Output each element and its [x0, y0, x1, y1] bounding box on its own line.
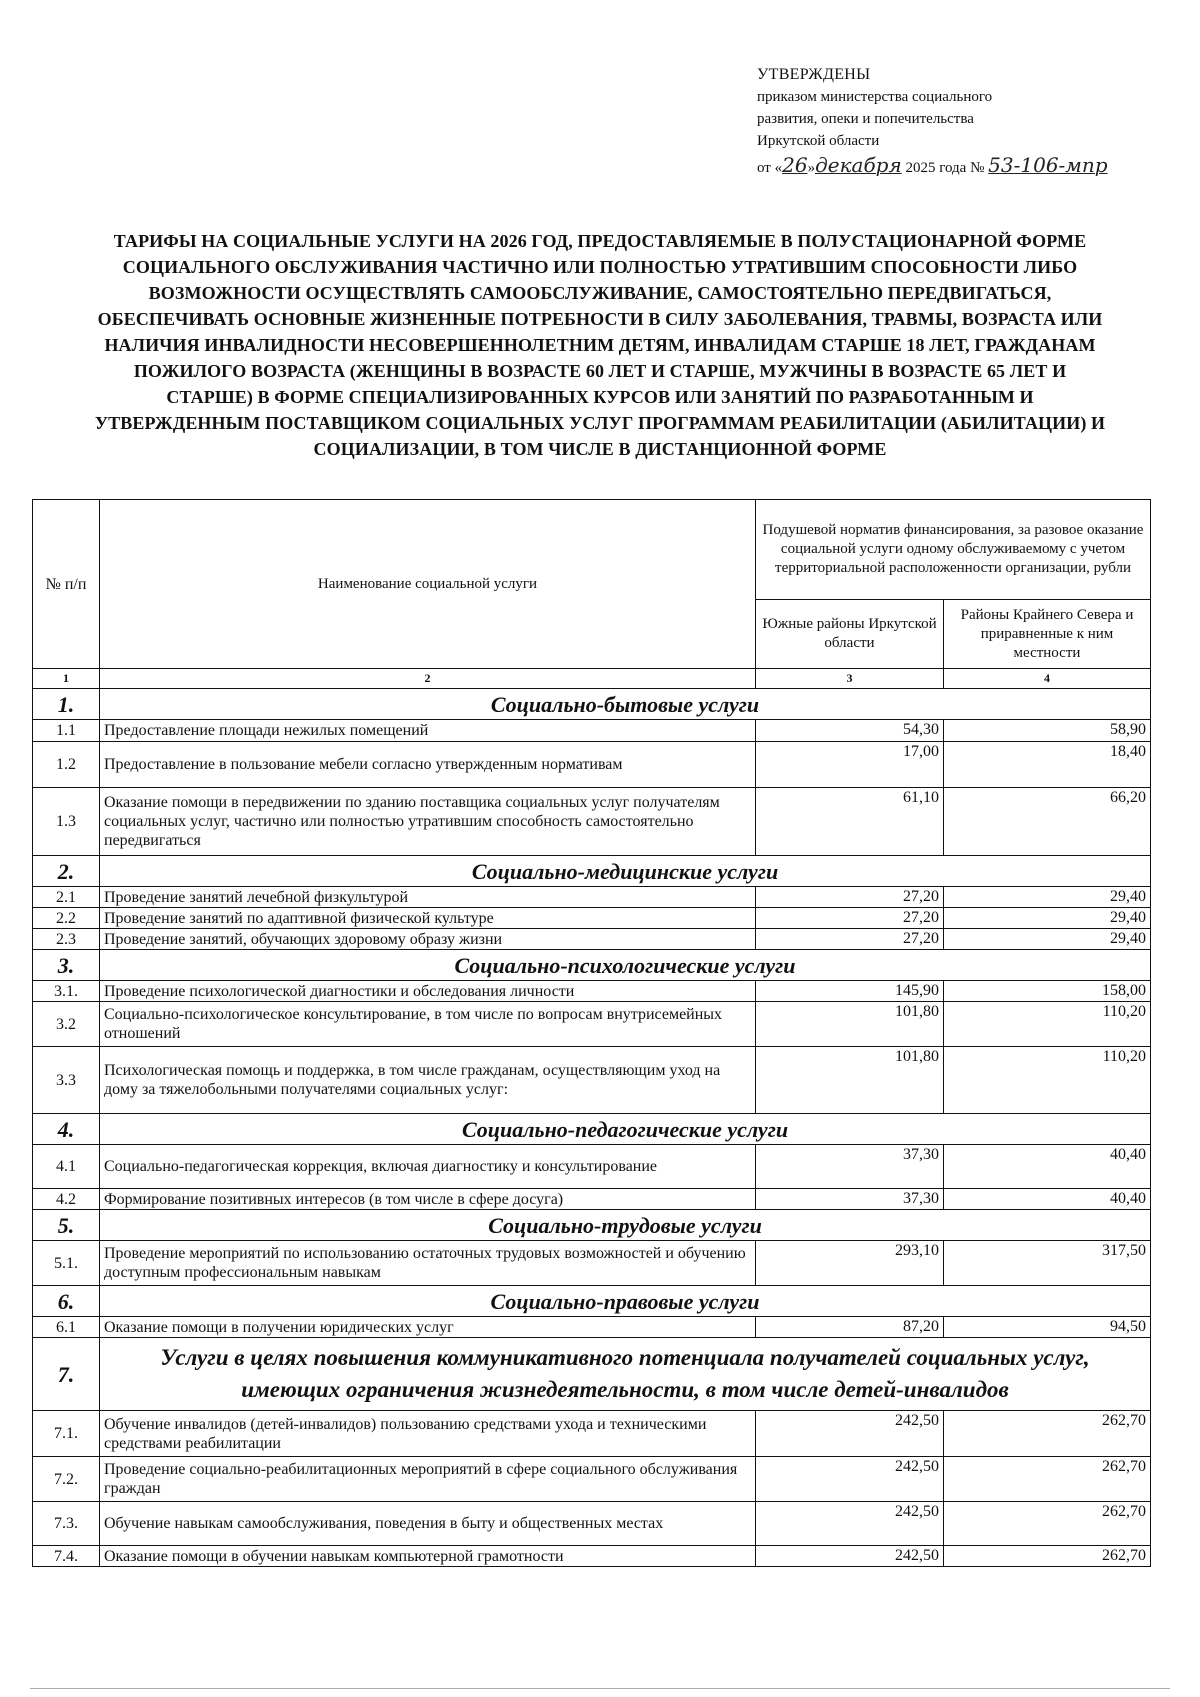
service-name: Обучение навыкам самообслуживания, поведения в быту и общественных местах: [100, 1502, 756, 1546]
title-line: ВОЗМОЖНОСТИ ОСУЩЕСТВЛЯТЬ САМООБСЛУЖИВАНИЕ, САМОСТОЯТЕЛЬНО ПЕРЕДВИГАТЬСЯ,: [148, 283, 1052, 303]
row-number: 1.2: [33, 742, 100, 788]
tariff-north: 262,70: [944, 1457, 1151, 1502]
row-number: 2.2: [33, 908, 100, 929]
row-number: 4.1: [33, 1145, 100, 1189]
handwritten-order-number: 53-106-мпр: [988, 153, 1108, 177]
tariff-north: 262,70: [944, 1411, 1151, 1457]
approval-heading: УТВЕРЖДЕНЫ: [757, 66, 871, 83]
title-line: СОЦИАЛИЗАЦИИ, В ТОМ ЧИСЛЕ В ДИСТАНЦИОННОЙ ФОРМЕ: [313, 439, 887, 459]
service-name: Обучение инвалидов (детей-инвалидов) пользованию средствами ухода и техническими средствами реабилитации: [100, 1411, 756, 1457]
table-row: [33, 1189, 1151, 1210]
column-number: 1: [33, 669, 100, 689]
row-number: 1.3: [33, 788, 100, 856]
row-number: 7.2.: [33, 1457, 100, 1502]
section-number: 3.: [33, 950, 100, 981]
col-header-north: Районы Крайнего Севера и приравненные к ним местности: [944, 600, 1151, 669]
table-row: [33, 1411, 1151, 1457]
table-row: [33, 1002, 1151, 1047]
tariff-north: 262,70: [944, 1502, 1151, 1546]
table-row: [33, 908, 1151, 929]
tariff-south: 37,30: [756, 1145, 944, 1189]
tariff-south: 17,00: [756, 742, 944, 788]
table-row: [33, 720, 1151, 742]
handwritten-month: декабря: [815, 153, 902, 177]
tariff-north: 94,50: [944, 1317, 1151, 1338]
row-number: 4.2: [33, 1189, 100, 1210]
section-number: 5.: [33, 1210, 100, 1241]
row-number: 7.3.: [33, 1502, 100, 1546]
tariff-north: 262,70: [944, 1546, 1151, 1567]
handwritten-day: 26: [782, 153, 808, 177]
tariff-north: 18,40: [944, 742, 1151, 788]
document-title: [30, 228, 1170, 462]
tariff-south: 101,80: [756, 1002, 944, 1047]
row-number: 7.4.: [33, 1546, 100, 1567]
tariff-north: 110,20: [944, 1002, 1151, 1047]
tariff-south: 242,50: [756, 1457, 944, 1502]
tariff-south: 37,30: [756, 1189, 944, 1210]
tariff-south: 242,50: [756, 1411, 944, 1457]
row-number: 3.3: [33, 1047, 100, 1114]
row-number: 5.1.: [33, 1241, 100, 1286]
service-name: Проведение занятий лечебной физкультурой: [100, 887, 756, 908]
table-row: [33, 742, 1151, 788]
section-row: [33, 1338, 1151, 1411]
table-row: [33, 887, 1151, 908]
row-number: 6.1: [33, 1317, 100, 1338]
section-row: [33, 856, 1151, 887]
section-number: 6.: [33, 1286, 100, 1317]
tariff-south: 101,80: [756, 1047, 944, 1114]
title-line: СТАРШЕ) В ФОРМЕ СПЕЦИАЛИЗИРОВАННЫХ КУРСОВ ИЛИ ЗАНЯТИЙ ПО РАЗРАБОТАННЫМ И: [166, 387, 1034, 407]
section-title: Социально-бытовые услуги: [100, 689, 1151, 720]
section-title: Социально-трудовые услуги: [100, 1210, 1151, 1241]
tariff-north: 29,40: [944, 908, 1151, 929]
tariff-north: 40,40: [944, 1145, 1151, 1189]
title-line: УТВЕРЖДЕННЫМ ПОСТАВЩИКОМ СОЦИАЛЬНЫХ УСЛУГ ПРОГРАММАМ РЕАБИЛИТАЦИИ (АБИЛИТАЦИИ) И: [94, 413, 1106, 433]
row-number: 3.1.: [33, 981, 100, 1002]
section-number: 1.: [33, 689, 100, 720]
section-row: [33, 1114, 1151, 1145]
col-header-south: Южные районы Иркутской области: [756, 600, 944, 669]
column-numbers-row: [33, 669, 1151, 689]
tariff-south: 242,50: [756, 1546, 944, 1567]
row-number: 7.1.: [33, 1411, 100, 1457]
section-number: 4.: [33, 1114, 100, 1145]
title-line: ОБЕСПЕЧИВАТЬ ОСНОВНЫЕ ЖИЗНЕННЫЕ ПОТРЕБНОСТИ В СИЛУ ЗАБОЛЕВАНИЯ, ТРАВМЫ, ВОЗРАСТА ИЛИ: [97, 309, 1103, 329]
tariff-south: 145,90: [756, 981, 944, 1002]
service-name: Проведение занятий, обучающих здоровому образу жизни: [100, 929, 756, 950]
tariff-south: 242,50: [756, 1502, 944, 1546]
section-title: Социально-педагогические услуги: [100, 1114, 1151, 1145]
table-row: [33, 1241, 1151, 1286]
table-row: [33, 1145, 1151, 1189]
service-name: Оказание помощи в обучении навыкам компьютерной грамотности: [100, 1546, 756, 1567]
tariff-north: 158,00: [944, 981, 1151, 1002]
tariff-south: 54,30: [756, 720, 944, 742]
column-number: 3: [756, 669, 944, 689]
tariff-south: 61,10: [756, 788, 944, 856]
row-number: 2.1: [33, 887, 100, 908]
tariff-south: 87,20: [756, 1317, 944, 1338]
table-row: [33, 929, 1151, 950]
tariff-north: 66,20: [944, 788, 1151, 856]
tariff-south: 27,20: [756, 887, 944, 908]
section-row: [33, 1210, 1151, 1241]
table-row: [33, 1546, 1151, 1567]
tariff-north: 317,50: [944, 1241, 1151, 1286]
tariff-north: 58,90: [944, 720, 1151, 742]
tariff-south: 27,20: [756, 908, 944, 929]
approval-line: приказом министерства социального: [757, 89, 993, 105]
section-row: [33, 689, 1151, 720]
approval-date-line: от «26»декабря 2025 года № 53-106-мпр: [757, 153, 1108, 177]
tariff-north: 29,40: [944, 887, 1151, 908]
title-line: СОЦИАЛЬНОГО ОБСЛУЖИВАНИЯ ЧАСТИЧНО ИЛИ ПОЛНОСТЬЮ УТРАТИВШИМ СПОСОБНОСТИ ЛИБО: [122, 257, 1078, 277]
service-name: Проведение социально-реабилитационных мероприятий в сфере социального обслуживания граждан: [100, 1457, 756, 1502]
title-line: ПОЖИЛОГО ВОЗРАСТА (ЖЕНЩИНЫ В ВОЗРАСТЕ 60 ЛЕТ И СТАРШЕ, МУЖЧИНЫ В ВОЗРАСТЕ 65 ЛЕТ И: [133, 361, 1067, 381]
section-number: 2.: [33, 856, 100, 887]
service-name: Оказание помощи в получении юридических услуг: [100, 1317, 756, 1338]
service-name: Проведение психологической диагностики и обследования личности: [100, 981, 756, 1002]
service-name: Формирование позитивных интересов (в том числе в сфере досуга): [100, 1189, 756, 1210]
page-bottom-divider: [30, 1688, 1170, 1689]
table-row: [33, 1457, 1151, 1502]
section-row: [33, 950, 1151, 981]
section-number: 7.: [33, 1338, 100, 1411]
table-row: [33, 1047, 1151, 1114]
table-row: [33, 1502, 1151, 1546]
service-name: Социально-педагогическая коррекция, включая диагностику и консультирование: [100, 1145, 756, 1189]
row-number: 2.3: [33, 929, 100, 950]
table-row: [33, 788, 1151, 856]
section-title: Социально-медицинские услуги: [100, 856, 1151, 887]
tariff-south: 293,10: [756, 1241, 944, 1286]
approval-line: Иркутской области: [757, 133, 880, 149]
section-title: Услуги в целях повышения коммуникативного потенциала получателей социальных услуг, имеющих ограничения жизнедеятельности, в том числе детей-инвалидов: [100, 1338, 1151, 1411]
service-name: Социально-психологическое консультирование, в том числе по вопросам внутрисемейных отношений: [100, 1002, 756, 1047]
title-line: НАЛИЧИЯ ИНВАЛИДНОСТИ НЕСОВЕРШЕННОЛЕТНИМ ДЕТЯМ, ИНВАЛИДАМ СТАРШЕ 18 ЛЕТ, ГРАЖДАНАМ: [104, 335, 1096, 355]
section-row: [33, 1286, 1151, 1317]
tariff-table: [32, 499, 1151, 1567]
column-number: 2: [100, 669, 756, 689]
service-name: Психологическая помощь и поддержка, в том числе гражданам, осуществляющим уход на дому за тяжелобольными получателями социальных услуг:: [100, 1047, 756, 1114]
row-number: 1.1: [33, 720, 100, 742]
service-name: Проведение мероприятий по использованию остаточных трудовых возможностей и обучению доступным профессиональным навыкам: [100, 1241, 756, 1286]
row-number: 3.2: [33, 1002, 100, 1047]
col-header-no: № п/п: [33, 500, 100, 669]
approval-line: развития, опеки и попечительства: [757, 111, 974, 127]
service-name: Оказание помощи в передвижении по зданию поставщика социальных услуг получателям социальных услуг, частично или полностью утратившим способность самостоятельно передвигаться: [100, 788, 756, 856]
header-row: [33, 500, 1151, 600]
tariff-north: 110,20: [944, 1047, 1151, 1114]
approval-block: [757, 64, 1177, 179]
tariff-north: 29,40: [944, 929, 1151, 950]
column-number: 4: [944, 669, 1151, 689]
col-header-name: Наименование социальной услуги: [100, 500, 756, 669]
service-name: Проведение занятий по адаптивной физической культуре: [100, 908, 756, 929]
title-line: ТАРИФЫ НА СОЦИАЛЬНЫЕ УСЛУГИ НА 2026 ГОД, ПРЕДОСТАВЛЯЕМЫЕ В ПОЛУСТАЦИОНАРНОЙ ФОРМЕ: [113, 231, 1087, 251]
table-row: [33, 981, 1151, 1002]
col-header-norm: Подушевой норматив финансирования, за разовое оказание социальной услуги одному обслуживаемому с учетом территориальной расположенности организации, рубли: [756, 500, 1151, 600]
section-title: Социально-психологические услуги: [100, 950, 1151, 981]
tariff-south: 27,20: [756, 929, 944, 950]
section-title: Социально-правовые услуги: [100, 1286, 1151, 1317]
table-row: [33, 1317, 1151, 1338]
service-name: Предоставление в пользование мебели согласно утвержденным нормативам: [100, 742, 756, 788]
service-name: Предоставление площади нежилых помещений: [100, 720, 756, 742]
tariff-north: 40,40: [944, 1189, 1151, 1210]
